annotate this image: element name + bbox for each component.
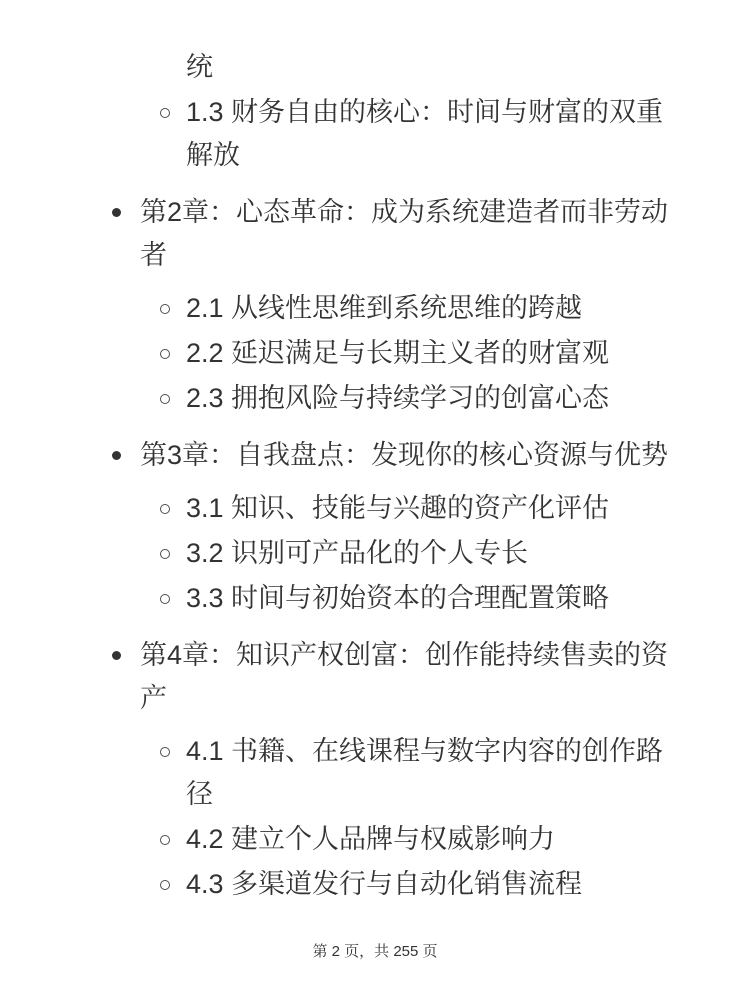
toc-item-4-2 xyxy=(186,818,672,861)
toc-item-3-1 xyxy=(186,487,672,530)
toc-chapter-text: 第4章：知识产权创富：创作能持续售卖的资产 xyxy=(140,640,669,713)
toc-item-2-1 xyxy=(186,287,672,330)
toc-item-4-3 xyxy=(186,863,672,906)
toc-item-text: 4.1 书籍、在线课程与数字内容的创作路径 xyxy=(186,736,664,809)
bullet-circle-icon xyxy=(160,594,170,604)
toc-item-text: 4.3 多渠道发行与自动化销售流程 xyxy=(186,869,583,899)
toc-continuation-line xyxy=(186,46,672,89)
toc-item-text: 2.2 延迟满足与长期主义者的财富观 xyxy=(186,338,610,368)
toc-chapter-2 xyxy=(140,191,676,277)
toc-item-text: 3.1 知识、技能与兴趣的资产化评估 xyxy=(186,493,610,523)
bullet-circle-icon xyxy=(160,349,170,359)
bullet-circle-icon xyxy=(160,747,170,757)
toc-item-1-3 xyxy=(186,91,672,177)
bullet-circle-icon xyxy=(160,549,170,559)
bullet-disc-icon xyxy=(112,651,121,660)
toc-chapter-text: 第2章：心态革命：成为系统建造者而非劳动者 xyxy=(140,197,669,270)
page-number-footer: 第 2 页，共 255 页 xyxy=(312,943,438,960)
toc-chapter-4 xyxy=(140,634,676,720)
toc-item-4-1 xyxy=(186,730,672,816)
bullet-circle-icon xyxy=(160,835,170,845)
bullet-circle-icon xyxy=(160,394,170,404)
document-page xyxy=(0,46,750,906)
toc-item-text: 4.2 建立个人品牌与权威影响力 xyxy=(186,824,556,854)
toc-item-3-3 xyxy=(186,577,672,620)
toc-chapter-3 xyxy=(140,434,676,477)
bullet-circle-icon xyxy=(160,880,170,890)
bullet-disc-icon xyxy=(112,451,121,460)
toc-item-text: 2.3 拥抱风险与持续学习的创富心态 xyxy=(186,383,610,413)
toc-item-text: 1.3 财务自由的核心：时间与财富的双重解放 xyxy=(186,97,664,170)
bullet-circle-icon xyxy=(160,108,170,118)
bullet-circle-icon xyxy=(160,304,170,314)
toc-item-text: 3.3 时间与初始资本的合理配置策略 xyxy=(186,583,610,613)
toc-item-text: 2.1 从线性思维到系统思维的跨越 xyxy=(186,293,583,323)
bullet-circle-icon xyxy=(160,504,170,514)
toc-chapter-text: 第3章：自我盘点：发现你的核心资源与优势 xyxy=(140,440,669,470)
bullet-disc-icon xyxy=(112,208,121,217)
toc-item-text: 统 xyxy=(186,52,213,82)
toc-item-2-3 xyxy=(186,377,672,420)
toc-item-3-2 xyxy=(186,532,672,575)
toc-item-2-2 xyxy=(186,332,672,375)
toc-item-text: 3.2 识别可产品化的个人专长 xyxy=(186,538,529,568)
